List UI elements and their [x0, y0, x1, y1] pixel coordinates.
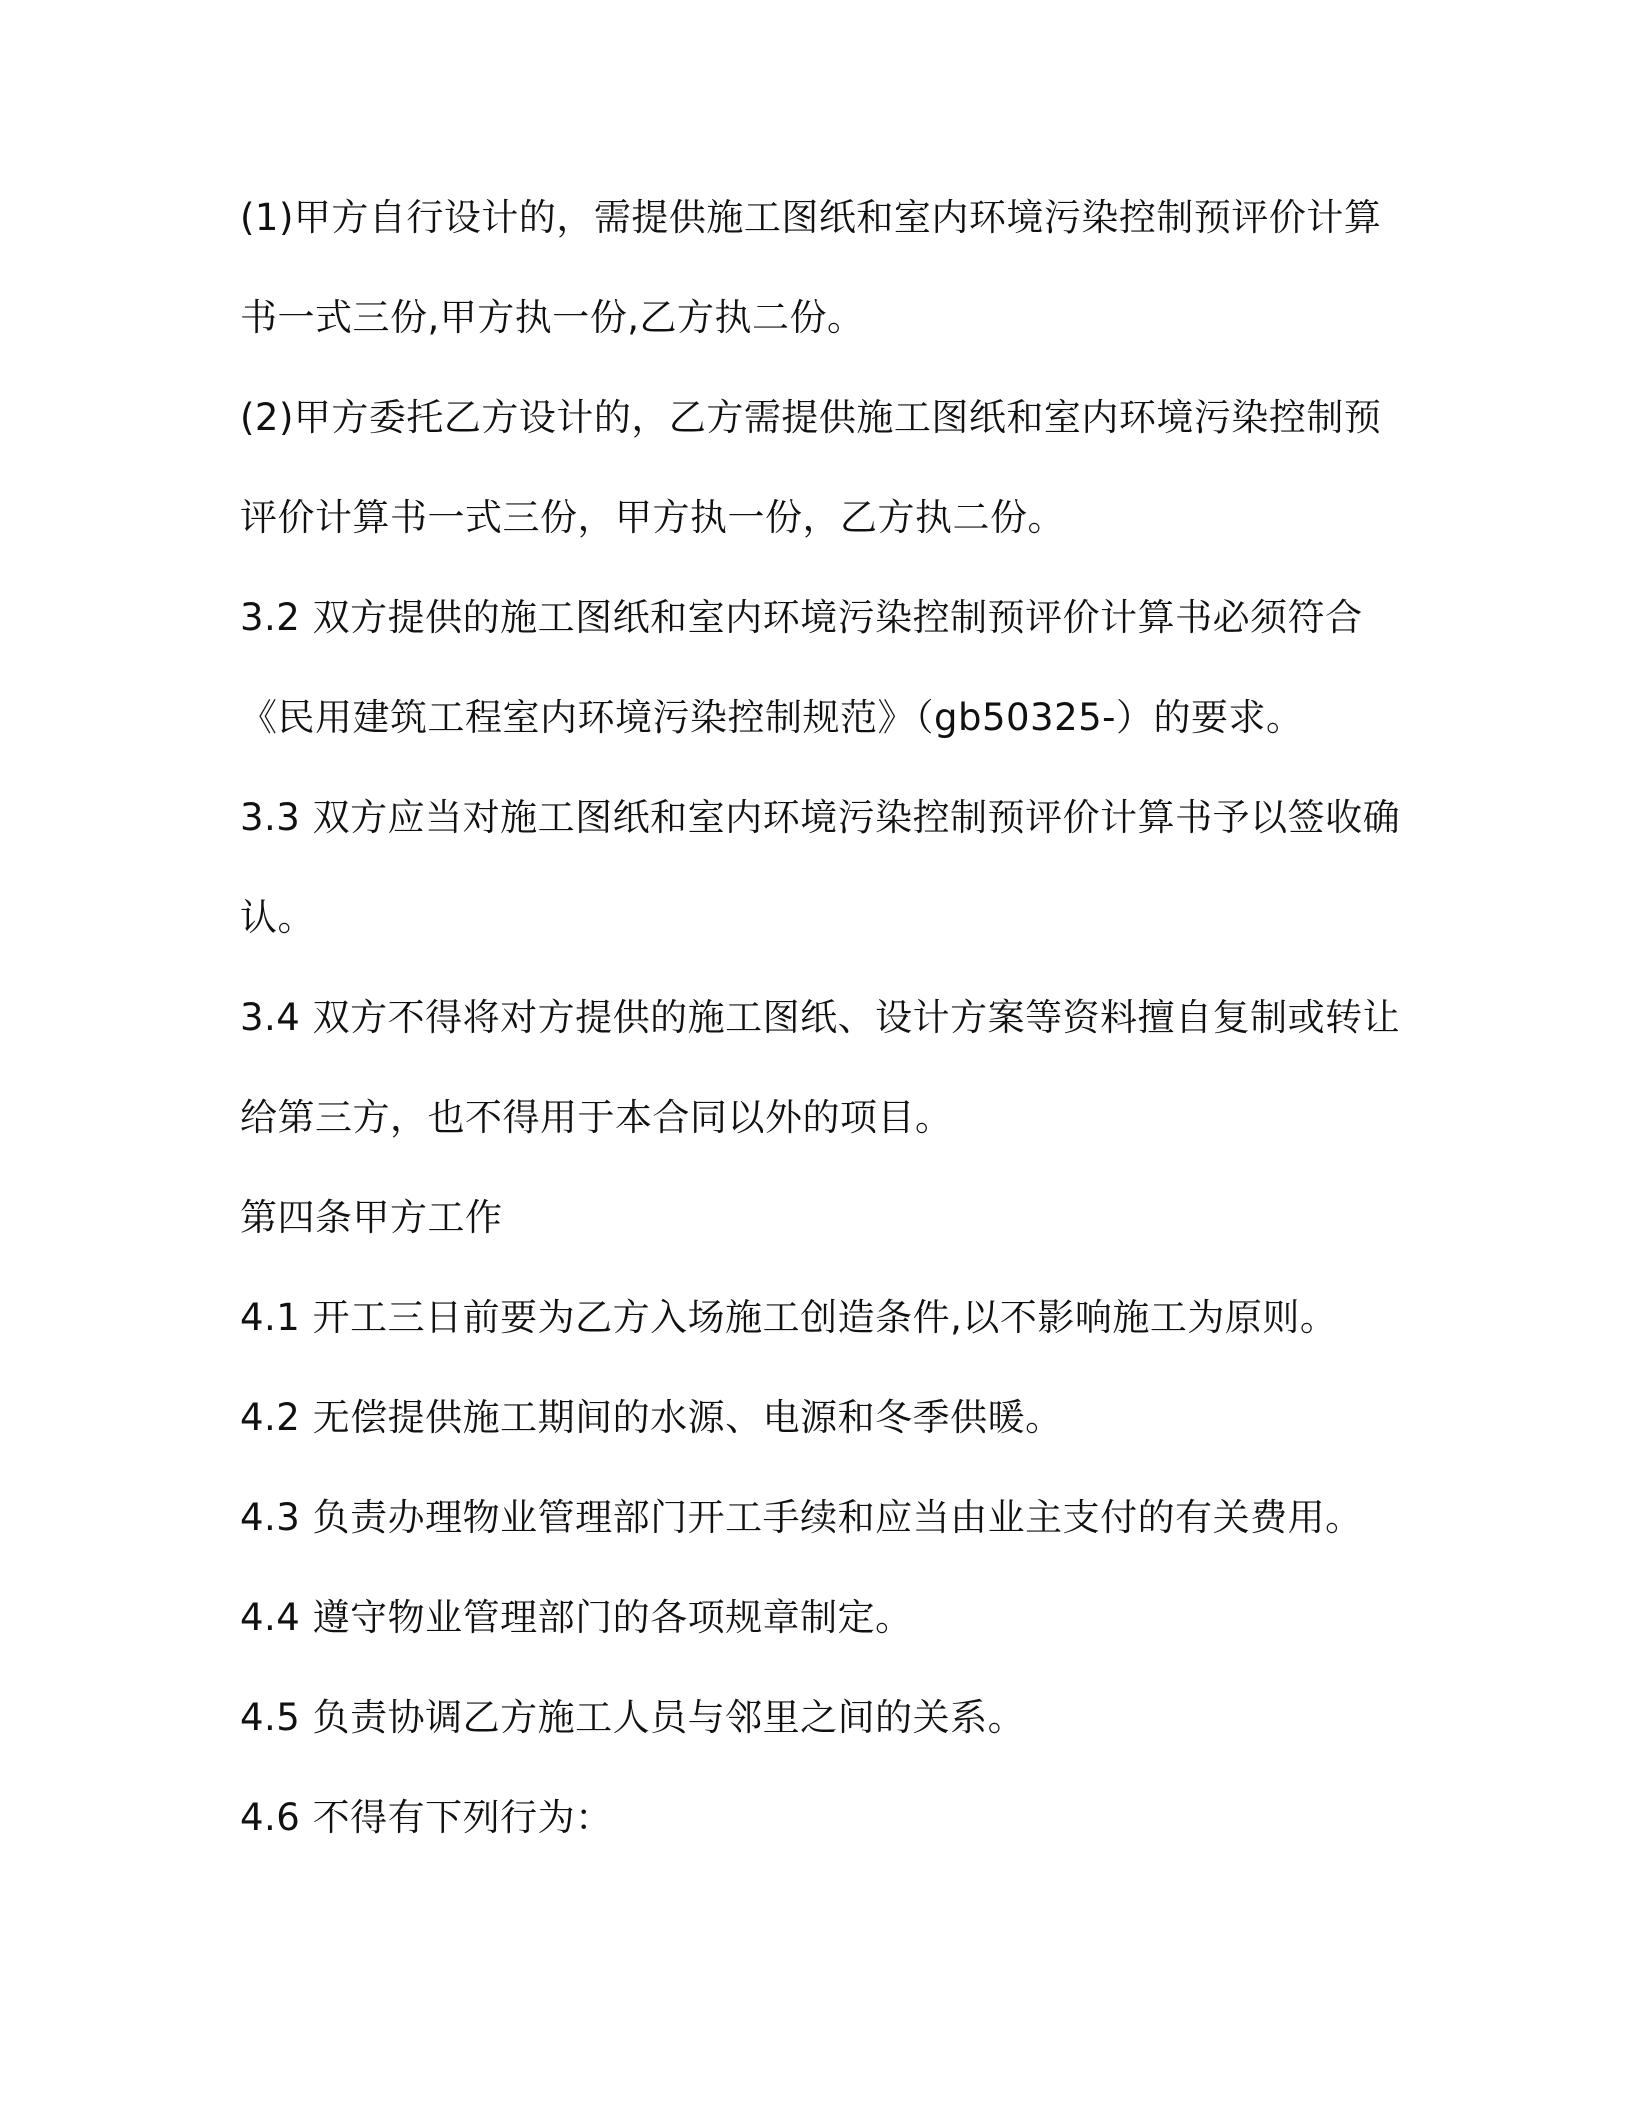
clause-3-4-line-2: 给第三方，也不得用于本合同以外的项目。 [240, 1096, 953, 1139]
section-4-heading: 第四条甲方工作 [240, 1196, 503, 1239]
clause-3-2-line-2: 《民用建筑工程室内环境污染控制规范》（gb50325-）的要求。 [240, 696, 1304, 739]
paragraph-1-1-line-2: 书一式三份,甲方执一份,乙方执二份。 [240, 296, 865, 339]
clause-3-3-line-2: 认。 [240, 896, 315, 939]
clause-4-1: 4.1 开工三日前要为乙方入场施工创造条件,以不影响施工为原则。 [240, 1296, 1338, 1339]
clause-4-2: 4.2 无偿提供施工期间的水源、电源和冬季供暖。 [240, 1396, 1063, 1439]
clause-4-4: 4.4 遵守物业管理部门的各项规章制定。 [240, 1596, 913, 1639]
paragraph-1-1-line-1: (1)甲方自行设计的，需提供施工图纸和室内环境污染控制预评价计算 [240, 196, 1382, 239]
clause-3-3-line-1: 3.3 双方应当对施工图纸和室内环境污染控制预评价计算书予以签收确 [240, 796, 1401, 839]
clause-4-5: 4.5 负责协调乙方施工人员与邻里之间的关系。 [240, 1696, 1026, 1739]
clause-3-4-line-1: 3.4 双方不得将对方提供的施工图纸、设计方案等资料擅自复制或转让 [240, 996, 1401, 1039]
paragraph-1-2-line-1: (2)甲方委托乙方设计的，乙方需提供施工图纸和室内环境污染控制预 [240, 396, 1382, 439]
clause-3-2-line-1: 3.2 双方提供的施工图纸和室内环境污染控制预评价计算书必须符合 [240, 596, 1363, 639]
clause-4-3: 4.3 负责办理物业管理部门开工手续和应当由业主支付的有关费用。 [240, 1496, 1363, 1539]
paragraph-1-2-line-2: 评价计算书一式三份，甲方执一份，乙方执二份。 [240, 496, 1065, 539]
clause-4-6: 4.6 不得有下列行为： [240, 1796, 613, 1839]
